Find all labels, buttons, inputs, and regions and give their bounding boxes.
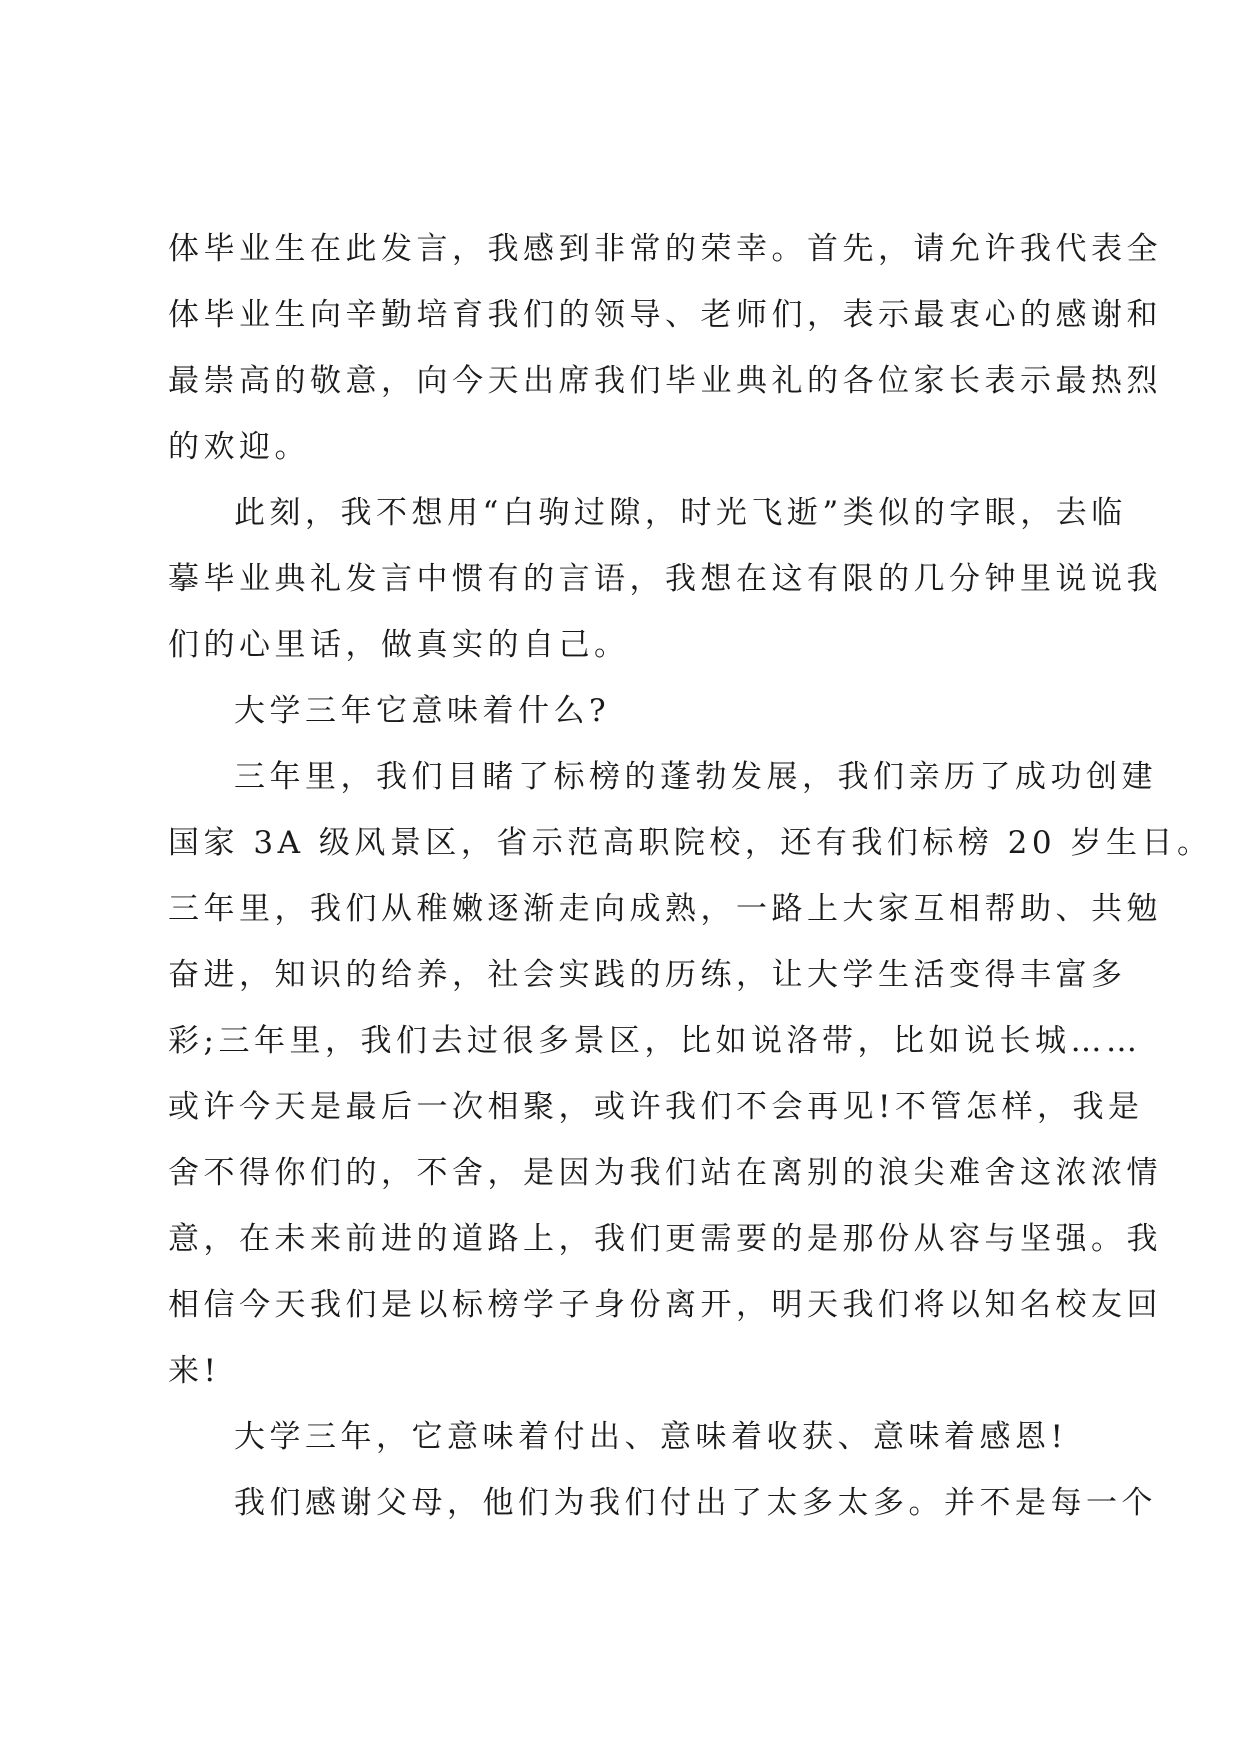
text-line: 奋进，知识的给养，社会实践的历练，让大学生活变得丰富多 — [168, 957, 1127, 993]
speech-body — [168, 224, 1213, 1544]
paragraph-first-line: 三年里，我们目睹了标榜的蓬勃发展，我们亲历了成功创建 — [234, 759, 1157, 795]
text-line: 来! — [168, 1353, 221, 1389]
text-line: 国家 3A 级风景区，省示范高职院校，还有我们标榜 20 岁生日。 — [168, 825, 1213, 861]
text-line: 三年里，我们从稚嫩逐渐走向成熟，一路上大家互相帮助、共勉 — [168, 891, 1162, 927]
text-line: 相信今天我们是以标榜学子身份离开，明天我们将以知名校友回 — [168, 1287, 1162, 1323]
text-line: 体毕业生向辛勤培育我们的领导、老师们，表示最衷心的感谢和 — [168, 297, 1162, 333]
paragraph-first-line: 此刻，我不想用“白驹过隙，时光飞逝”类似的字眼，去临 — [234, 495, 1127, 531]
text-line: 最崇高的敬意，向今天出席我们毕业典礼的各位家长表示最热烈 — [168, 363, 1162, 399]
text-line: 意，在未来前进的道路上，我们更需要的是那份从容与坚强。我 — [168, 1221, 1162, 1257]
paragraph-first-line: 大学三年，它意味着付出、意味着收获、意味着感恩! — [234, 1419, 1068, 1455]
text-line: 彩;三年里，我们去过很多景区，比如说洛带，比如说长城…… — [168, 1023, 1142, 1059]
paragraph-first-line: 大学三年它意味着什么? — [234, 693, 611, 729]
text-line: 摹毕业典礼发言中惯有的言语，我想在这有限的几分钟里说说我 — [168, 561, 1162, 597]
text-line: 的欢迎。 — [168, 429, 310, 465]
text-line: 体毕业生在此发言，我感到非常的荣幸。首先，请允许我代表全 — [168, 231, 1162, 267]
text-line: 或许今天是最后一次相聚，或许我们不会再见!不管怎样，我是 — [168, 1089, 1144, 1125]
text-line: 们的心里话，做真实的自己。 — [168, 627, 630, 663]
text-line: 舍不得你们的，不舍，是因为我们站在离别的浪尖难舍这浓浓情 — [168, 1155, 1162, 1191]
paragraph-first-line: 我们感谢父母，他们为我们付出了太多太多。并不是每一个 — [234, 1485, 1157, 1521]
